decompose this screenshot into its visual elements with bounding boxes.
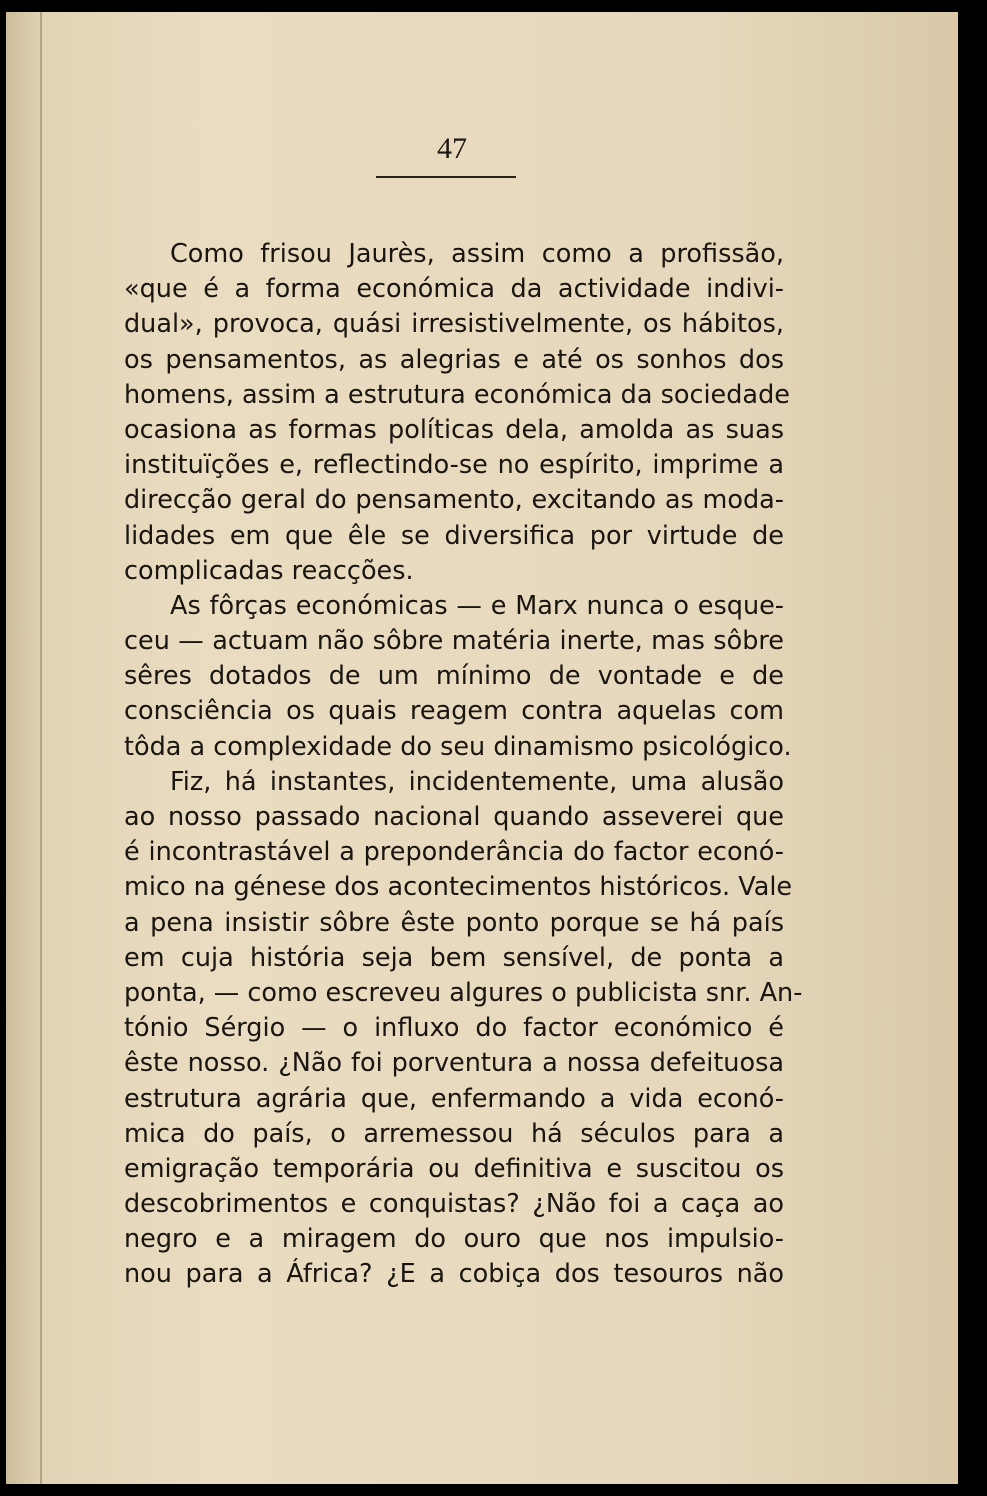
text-line: é incontrastável a preponderância do factor econó- xyxy=(124,837,784,868)
text-line: lidades em que êle se diversifica por virtude de xyxy=(124,520,784,551)
text-line: em cuja história seja bem sensível, de ponta a xyxy=(124,942,784,973)
text-line: direcção geral do pensamento, excitando as moda- xyxy=(124,485,784,516)
text-line: negro e a miragem do ouro que nos impulsio- xyxy=(124,1224,784,1255)
text-line: complicadas reacções. xyxy=(124,555,414,586)
text-line: estrutura agrária que, enfermando a vida econó- xyxy=(124,1083,784,1114)
page-number: 47 xyxy=(437,132,467,165)
text-line: ceu — actuam não sôbre matéria inerte, mas sôbre xyxy=(124,626,784,657)
text-line: tónio Sérgio — o influxo do factor económico é xyxy=(124,1013,784,1044)
text-line: consciência os quais reagem contra aquelas com xyxy=(124,696,784,727)
text-line: nou para a África? ¿E a cobiça dos tesouros não xyxy=(124,1259,784,1290)
text-line: a pena insistir sôbre êste ponto porque se há país xyxy=(124,907,784,938)
text-line: emigração temporária ou definitiva e suscitou os xyxy=(124,1153,784,1184)
text-line: descobrimentos e conquistas? ¿Não foi a caça ao xyxy=(124,1189,784,1220)
text-line: os pensamentos, as alegrias e até os sonhos dos xyxy=(124,344,784,375)
page-edge-shadow xyxy=(40,12,42,1484)
text-line: «que é a forma económica da actividade indivi- xyxy=(124,274,784,305)
header-rule xyxy=(376,176,516,178)
text-line: êste nosso. ¿Não foi porventura a nossa defeituosa xyxy=(124,1048,784,1079)
text-line: Fiz, há instantes, incidentemente, uma alusão xyxy=(170,766,784,797)
text-line: mico na génese dos acontecimentos históricos. Vale xyxy=(124,872,793,903)
text-line: Como frisou Jaurès, assim como a profissão, xyxy=(170,239,784,269)
text-line: instituïções e, reflectindo-se no espírito, imprime a xyxy=(124,450,784,481)
text-line: mica do país, o arremessou há séculos para a xyxy=(124,1118,784,1149)
body-text xyxy=(124,237,803,1293)
text-line: tôda a complexidade do seu dinamismo psicológico. xyxy=(124,731,792,762)
text-line: ocasiona as formas políticas dela, amolda as suas xyxy=(124,414,784,445)
text-line: dual», provoca, quási irresistivelmente, os hábitos, xyxy=(124,309,784,340)
text-line: As fôrças económicas — e Marx nunca o esque- xyxy=(170,590,784,621)
text-line: ponta, — como escreveu algures o publicista snr. An- xyxy=(124,977,803,1008)
text-line: ao nosso passado nacional quando asseverei que xyxy=(124,802,784,832)
text-line: homens, assim a estrutura económica da sociedade xyxy=(124,379,790,410)
text-line: sêres dotados de um mínimo de vontade e de xyxy=(124,661,784,692)
book-page xyxy=(6,12,958,1484)
